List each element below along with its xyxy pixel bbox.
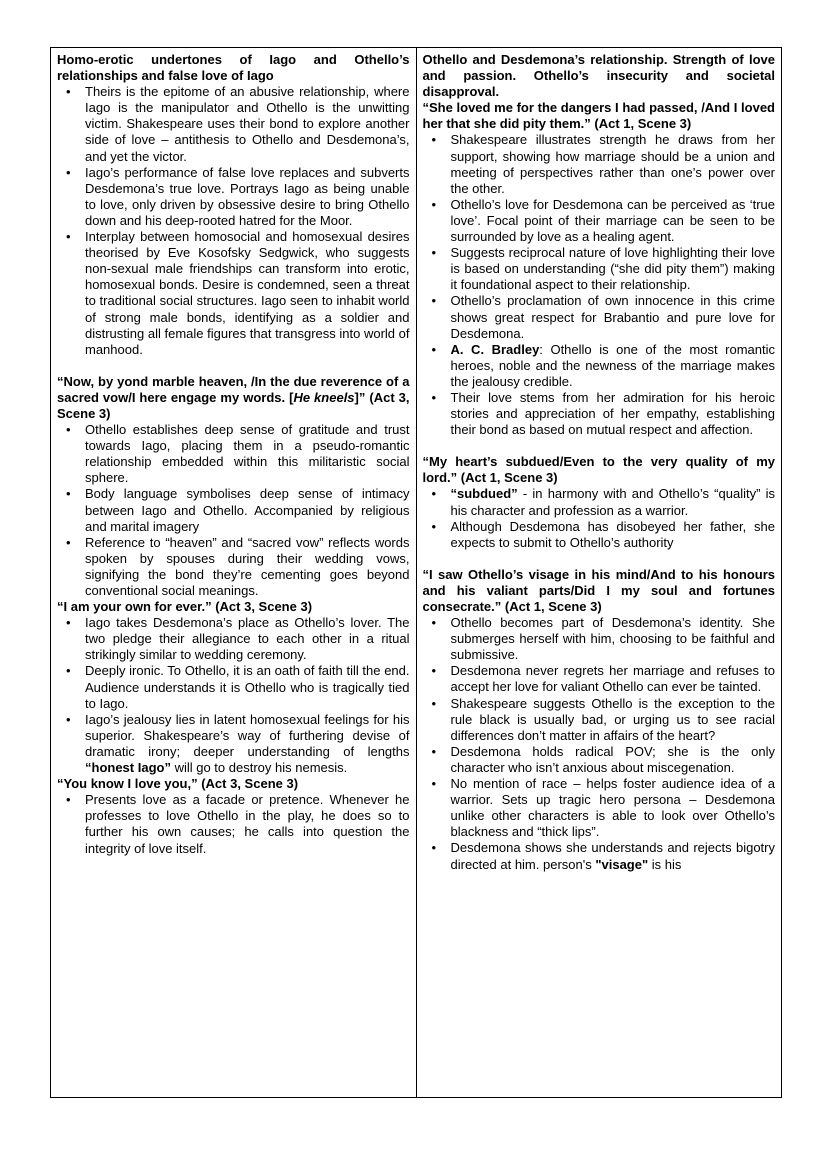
bullet-list-you-know-i-love-you — [57, 792, 410, 856]
heading-part-plain: “Now, by yond marble heaven, /In the due reverence of a sacred vow/I here engage my words. [ — [57, 373, 410, 405]
heading-part-italic: He kneels — [293, 389, 355, 405]
list-item: • Presents love as a facade or pretence. Whenever he professes to love Othello in the play, he does so to further his own causes; he calls into question the integrity of love itself. — [57, 792, 410, 856]
bullet-list-your-own-forever — [57, 615, 410, 776]
section-heading-i-saw-othellos-visage: “I saw Othello’s visage in his mind/And to his honours and his valiant parts/Did I my soul and fortunes consecrate.” (Act 1, Scene 3) — [422, 566, 775, 614]
list-item: • Reference to “heaven” and “sacred vow” reflects words spoken by spouses during their wedding vows, signifying the bond they’re cementing goes beyond conventional social meanings. — [57, 535, 410, 599]
bullet-list-she-loved-me — [423, 132, 776, 438]
section-heading-your-own-forever: “I am your own for ever.” (Act 3, Scene 3) — [57, 599, 313, 615]
list-item: • Theirs is the epitome of an abusive relationship, where Iago is the manipulator and Othello is the unwitting victim. Shakespeare uses their bond to explore another side of love – antithesis to Othello and Desdemona’s, and yet the victor. — [57, 84, 410, 164]
list-item: • Shakespeare illustrates strength he draws from her support, showing how marriage should be a union and meeting of perspectives rather than one’s power over the other. — [423, 132, 776, 196]
list-item — [57, 712, 410, 776]
list-item: • Shakespeare suggests Othello is the exception to the rule black is usually bad, or urging us to see racial differences don’t matter in affairs of the heart? — [423, 696, 776, 744]
text-run-bold: "visage" — [595, 856, 649, 872]
list-item: • Othello’s proclamation of own innocence in this crime shows great respect for Brabantio and pure love for Desdemona. — [423, 293, 776, 341]
list-item: • Othello becomes part of Desdemona’s identity. She submerges herself with him, choosing to be faithful and submissive. — [423, 615, 776, 663]
list-item: • Suggests reciprocal nature of love highlighting their love is based on understanding (“she did pity them”) making it foundational aspect to their relationship. — [423, 245, 776, 293]
section-heading-othello-desdemona: Othello and Desdemona’s relationship. Strength of love and passion. Othello’s insecurity and societal disapproval. — [422, 52, 775, 100]
list-item: • Their love stems from her admiration for his heroic stories and appreciation of her empathy, establishing their bond as based on mutual respect and affection. — [423, 390, 776, 438]
list-item: • Interplay between homosocial and homosexual desires theorised by Eve Kosofsky Sedgwick, who suggests non-sexual male friendships can transform into erotic, homosexual bonds. Desire is condemned, seen a threat to traditional social structures. Iago seen to inhabit world of strong male bonds, identifying as a soldier and distrusting all female figures that transgress into world of manhood. — [57, 229, 410, 358]
list-item: • Iago’s performance of false love replaces and subverts Desdemona’s true love. Portrays Iago as being unable to love, only driven by obsessive desire to bring Othello down and his deep-rooted hatred for the Moor. — [57, 165, 410, 229]
text-run: Iago’s jealousy lies in latent homosexual feelings for his superior. Shakespeare’s way of furthering devise of dramatic irony; deeper understanding of lengths — [85, 711, 410, 759]
text-run: - in harmony with and Othello’s “quality” is his character and profession as a warrior. — [450, 486, 775, 518]
list-item: • Although Desdemona has disobeyed her father, she expects to submit to Othello’s authority — [423, 519, 776, 551]
bullet-list-marble-heaven — [57, 422, 410, 599]
right-column-cell — [416, 48, 782, 1098]
list-item: • Othello establishes deep sense of gratitude and trust towards Iago, placing them in a pseudo-romantic relationship embedded within this militaristic social sphere. — [57, 422, 410, 486]
bullet-list-i-saw-othellos-visage — [423, 615, 776, 873]
text-run: will go to destroy his nemesis. — [170, 760, 348, 776]
text-run-bold: “subdued” — [450, 486, 518, 502]
table-row — [51, 48, 782, 1098]
list-item — [423, 840, 776, 872]
text-run: : Othello is one of the most romantic heroes, noble and the newness of the marriage makes the jealousy credible. — [450, 341, 775, 389]
revision-notes-table — [50, 47, 782, 1098]
list-item: • Desdemona holds radical POV; she is the only character who isn’t anxious about miscegenation. — [423, 744, 776, 776]
text-run-bold: “honest Iago” — [85, 760, 171, 776]
section-heading-my-hearts-subdued: “My heart’s subdued/Even to the very quality of my lord.” (Act 1, Scene 3) — [422, 454, 775, 486]
heading-part-tail: ]” (Act 3, Scene 3) — [57, 389, 410, 421]
text-run-bold: A. C. Bradley — [450, 341, 540, 357]
section-heading-marble-heaven — [57, 374, 410, 422]
bullet-list-my-hearts-subdued — [423, 486, 776, 550]
list-item — [423, 342, 776, 390]
left-column-cell — [51, 48, 417, 1098]
section-heading-homoerotic: Homo-erotic undertones of Iago and Othello’s relationships and false love of Iago — [57, 52, 410, 84]
list-item — [423, 486, 776, 518]
list-item: • Body language symbolises deep sense of intimacy between Iago and Othello. Accompanied by religious and marital imagery — [57, 486, 410, 534]
list-item: • Othello’s love for Desdemona can be perceived as ‘true love’. Focal point of their marriage can be seen to be surrounded by love as a healing agent. — [423, 197, 776, 245]
section-heading-you-know-i-love-you: “You know I love you,” (Act 3, Scene 3) — [57, 776, 299, 792]
left-column-content — [57, 52, 410, 1092]
list-item: • Deeply ironic. To Othello, it is an oath of faith till the end. Audience understands it is Othello who is tragically tied to Iago. — [57, 663, 410, 711]
list-item: • No mention of race – helps foster audience idea of a warrior. Sets up tragic hero persona – Desdemona unlike other characters is able to look over Othello’s blackness and “thick lips”. — [423, 776, 776, 840]
section-heading-she-loved-me: “She loved me for the dangers I had passed, /And I loved her that she did pity them.” (Act 1, Scene 3) — [422, 100, 775, 132]
right-column-content — [423, 52, 776, 873]
list-item: • Desdemona never regrets her marriage and refuses to accept her love for valiant Othello can ever be tainted. — [423, 663, 776, 695]
list-item: • Iago takes Desdemona’s place as Othello’s lover. The two pledge their allegiance to each other in a ritual strikingly similar to wedding ceremony. — [57, 615, 410, 663]
text-run: is his — [648, 856, 682, 872]
bullet-list-homoerotic — [57, 84, 410, 358]
text-run: Desdemona shows she understands and rejects bigotry directed at him. person's — [450, 840, 775, 872]
